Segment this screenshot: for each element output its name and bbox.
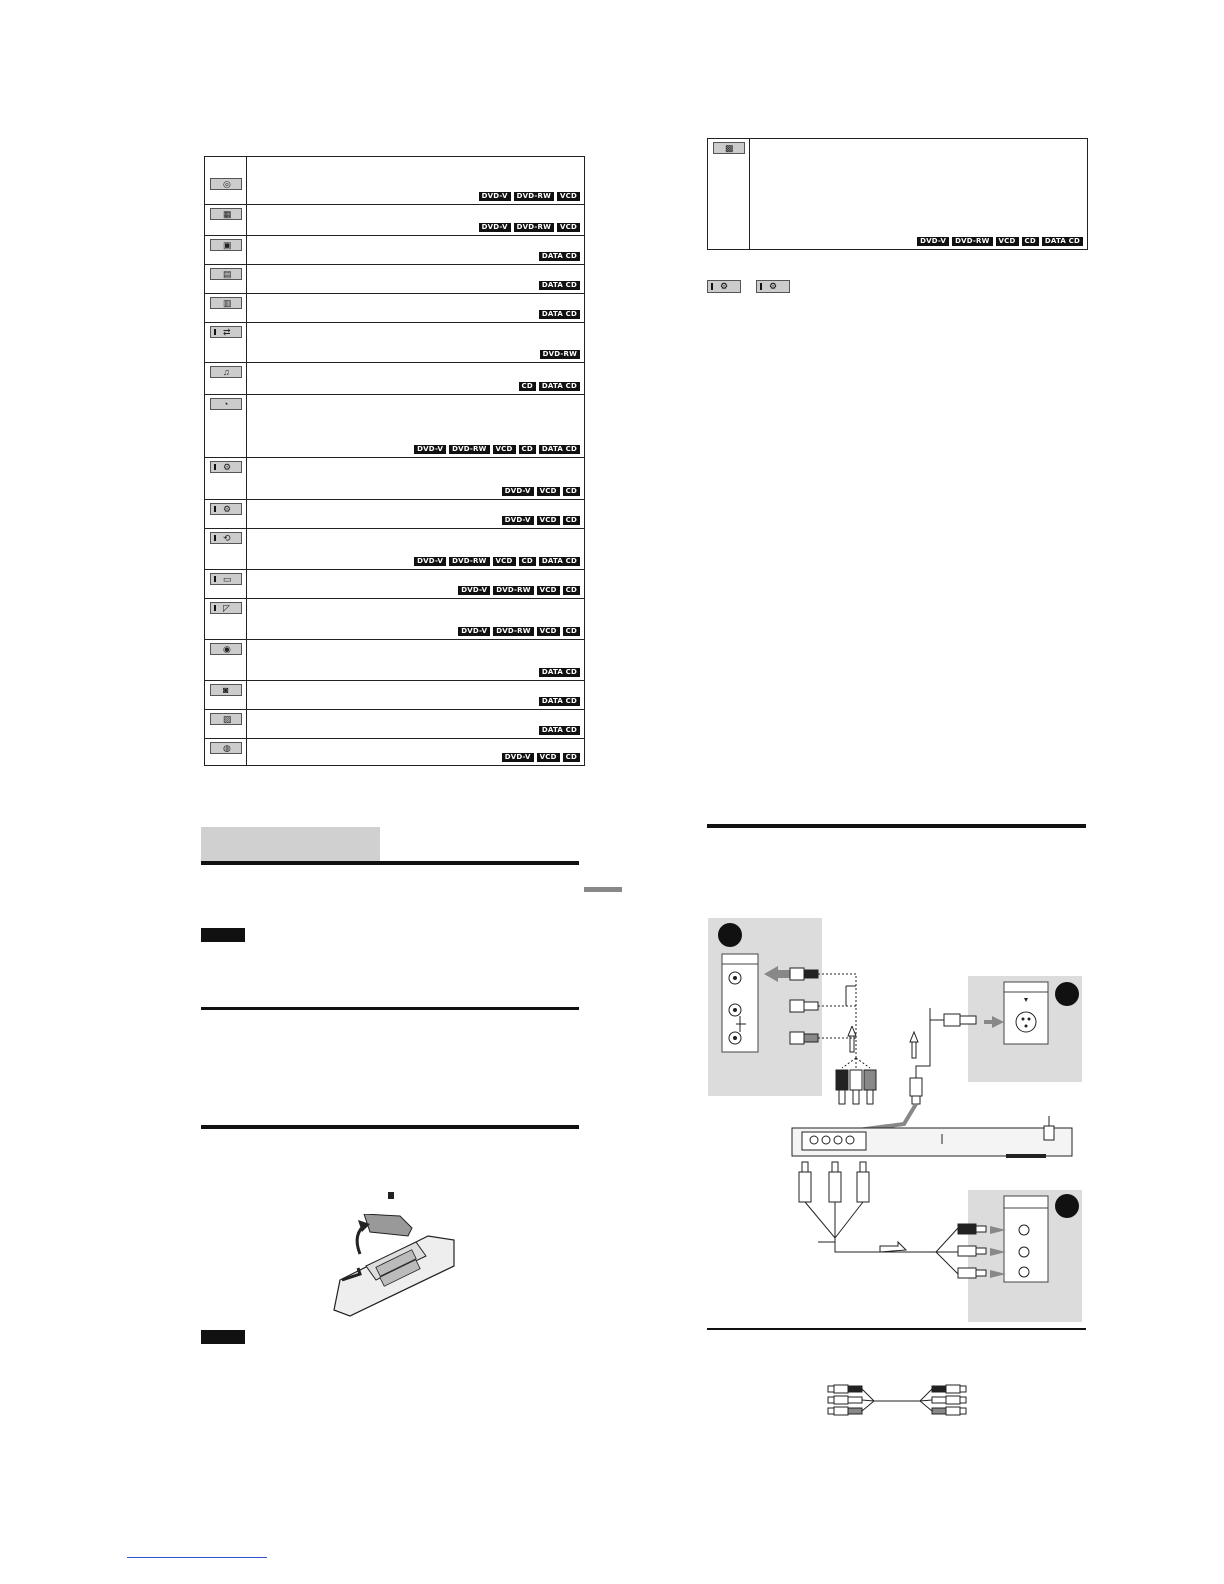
setup-badges [917, 237, 1083, 246]
time-icon: ◔ [210, 398, 242, 410]
disc-type-badge: VCD [537, 487, 560, 496]
note-label-2 [201, 1330, 245, 1344]
disc-type-badge: VCD [537, 516, 560, 525]
repeat-icon: ⟲ [210, 532, 242, 544]
disc-type-badge: DVD-RW [449, 557, 489, 566]
panel-b-marker [1055, 982, 1079, 1006]
original-playlist-icon: ⇄ [210, 326, 242, 338]
disc-type-badges [414, 445, 580, 454]
setup-icon: ▩ [713, 142, 745, 154]
disc-type-badges [414, 557, 580, 566]
disc-type-badges [539, 310, 580, 319]
disc-type-badges [479, 192, 580, 201]
track-icon: ▤ [210, 268, 242, 280]
disc-type-badge: CD [519, 382, 536, 391]
disc-type-badge: DATA CD [539, 668, 580, 677]
icon-cell [205, 363, 247, 394]
table-row [205, 709, 584, 738]
disc-type-badges [540, 350, 580, 359]
slide-show-icon: ◙ [210, 684, 242, 696]
table-row [205, 204, 584, 235]
subsection-rule-1 [201, 1007, 579, 1010]
connection-diagram [706, 918, 1086, 1324]
av-cable-illustration [826, 1383, 968, 1419]
disc-type-badge: DATA CD [539, 557, 580, 566]
sharpness-icon: ◸ [210, 602, 242, 614]
disc-type-badge: DATA CD [539, 445, 580, 454]
disc-type-badges [539, 252, 580, 261]
icon-cell [205, 739, 247, 765]
disc-type-badges [502, 516, 580, 525]
icon-cell [205, 395, 247, 457]
file-icon: ▥ [210, 297, 242, 309]
disc-type-badge: DVD-V [502, 487, 534, 496]
disc-type-badge: DVD-V [458, 627, 490, 636]
disc-type-badge: VCD [493, 557, 516, 566]
icon-cell [205, 265, 247, 293]
key-symbol-icon [388, 1192, 394, 1199]
disc-type-badge: DVD-RW [514, 192, 554, 201]
table-row [205, 569, 584, 598]
side-tab-marker [584, 887, 622, 892]
disc-type-badges [519, 382, 580, 391]
disc-type-badge: CD [563, 516, 580, 525]
disc-type-badges [502, 753, 580, 762]
section-heading-rule [201, 861, 579, 865]
table-row [205, 457, 584, 499]
disc-type-badge: VCD [537, 753, 560, 762]
table-row [205, 264, 584, 293]
control-menu-table [204, 156, 585, 766]
table-row [205, 175, 584, 204]
effect-icon: ◍ [210, 742, 242, 754]
table-row [205, 528, 584, 569]
album-icon: ▣ [210, 239, 242, 251]
disc-type-badge: DVD-V [414, 557, 446, 566]
remote-battery-illustration [330, 1214, 456, 1320]
icon-cell [205, 710, 247, 738]
disc-type-badge: DVD-V [502, 516, 534, 525]
disc-type-badges [539, 281, 580, 290]
table-row [205, 499, 584, 528]
icon-cell [205, 458, 247, 499]
disc-type-badge: DATA CD [539, 310, 580, 319]
disc-type-badge: DVD-RW [493, 627, 533, 636]
disc-type-badges [539, 668, 580, 677]
disc-type-badge: DVD-RW [514, 223, 554, 232]
table-body [205, 175, 584, 765]
disc-type-badge: DVD-V [458, 586, 490, 595]
subsection-rule-2 [201, 1125, 579, 1129]
icon-cell [205, 529, 247, 569]
disc-type-badge: CD [563, 586, 580, 595]
disc-type-badges [539, 726, 580, 735]
header-icon-cell [205, 157, 247, 175]
disc-type-badge: DVD-V [479, 192, 511, 201]
disc-type-badge: DVD-RW [449, 445, 489, 454]
section-heading-box [201, 827, 380, 862]
disc-type-badge: DATA CD [539, 252, 580, 261]
disc-type-badge: VCD [996, 237, 1019, 246]
clapper-icon: ▦ [210, 208, 242, 220]
icon-cell [205, 236, 247, 264]
disc-type-badge: DATA CD [539, 697, 580, 706]
disc-type-badges [502, 487, 580, 496]
disc-type-badge: DATA CD [1042, 237, 1083, 246]
icon-cell [205, 175, 247, 204]
table-row [205, 639, 584, 680]
table-row [205, 738, 584, 765]
table-row [205, 394, 584, 457]
program-icon: ⚙ [210, 461, 242, 473]
cable-section-rule [707, 1328, 1086, 1330]
note-label-1 [201, 928, 245, 942]
icon-cell [205, 294, 247, 322]
icon-cell [205, 681, 247, 709]
table-header-row [205, 157, 584, 175]
disc-type-badge: DVD-V [502, 753, 534, 762]
table-row [205, 680, 584, 709]
icon-cell [205, 500, 247, 528]
interval-icon: ▨ [210, 713, 242, 725]
disc-type-badge: VCD [537, 586, 560, 595]
disc-type-badge: DVD-V [479, 223, 511, 232]
panel-a-marker [718, 923, 742, 947]
table-row [205, 362, 584, 394]
disc-type-badge: DATA CD [539, 726, 580, 735]
disc-type-badge: DVD-V [414, 445, 446, 454]
table-row [205, 235, 584, 264]
icon-cell [205, 599, 247, 639]
disc-type-badge: CD [563, 627, 580, 636]
table-row [205, 293, 584, 322]
disc-title-icon: ◎ [210, 178, 242, 190]
disc-type-badge: VCD [557, 192, 580, 201]
disc-type-badges [479, 223, 580, 232]
icon-cell [205, 640, 247, 680]
setup-icon-cell [708, 139, 750, 249]
disc-type-badge: DVD-RW [952, 237, 992, 246]
disc-type-badge: VCD [557, 223, 580, 232]
music-note-icon: ♫ [210, 366, 242, 378]
program-off-icon: ⚙ [707, 280, 741, 293]
disc-type-badges [458, 627, 580, 636]
panel-c-marker [1055, 1194, 1079, 1218]
icon-cell [205, 570, 247, 598]
icon-cell [205, 323, 247, 362]
program-on-icon: ⚙ [756, 280, 790, 293]
table-row [205, 598, 584, 639]
disc-type-badge: VCD [493, 445, 516, 454]
disc-type-badge: CD [519, 557, 536, 566]
shuffle-icon: ⚙ [210, 503, 242, 515]
disc-type-badge: VCD [537, 627, 560, 636]
icon-cell [205, 205, 247, 235]
disc-type-badge: DVD-RW [540, 350, 580, 359]
ab-repeat-icon: ▭ [210, 573, 242, 585]
disc-type-badges [539, 697, 580, 706]
table-row [205, 322, 584, 362]
disc-type-badge: DATA CD [539, 382, 580, 391]
setup-table [707, 138, 1088, 250]
footer-link-underline[interactable] [127, 1557, 267, 1558]
disc-type-badge: CD [563, 753, 580, 762]
disc-type-badge: DVD-RW [493, 586, 533, 595]
disc-type-badge: DATA CD [539, 281, 580, 290]
disc-type-badge: CD [519, 445, 536, 454]
data-icon: ◉ [210, 643, 242, 655]
disc-type-badge: CD [563, 487, 580, 496]
disc-type-badges [458, 586, 580, 595]
connection-section-rule [707, 824, 1086, 828]
disc-type-badge: DVD-V [917, 237, 949, 246]
disc-type-badge: CD [1022, 237, 1039, 246]
